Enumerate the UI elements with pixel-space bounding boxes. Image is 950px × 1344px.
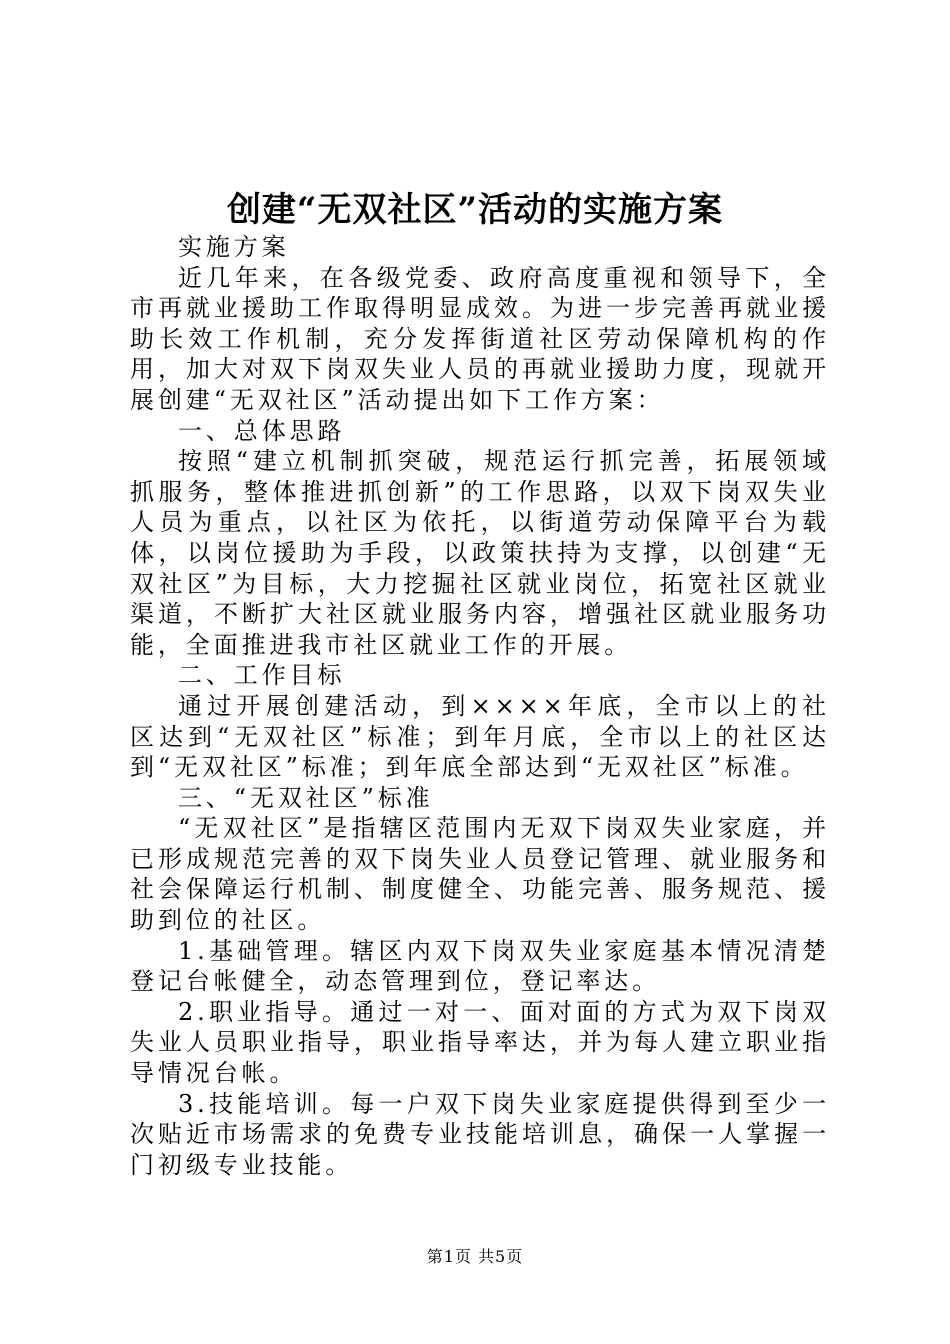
document-title: 创建“无双社区”活动的实施方案 <box>226 190 724 230</box>
section-heading: 一、总体思路 <box>178 416 346 445</box>
list-item: 1.基础管理。辖区内双下岗双失业家庭基本情况清楚登记台帐健全，动态管理到位，登记率达。 <box>130 936 830 996</box>
document-body <box>130 232 830 1180</box>
list-item: 3.技能培训。每一户双下岗失业家庭提供得到至少一次贴近市场需求的免费专业技能培训息，确保一人掌握一门初级专业技能。 <box>130 1089 830 1179</box>
paragraph: 按照“建立机制抓突破，规范运行抓完善，拓展领域抓服务，整体推进抓创新”的工作思路，以双下岗双失业人员为重点，以社区为依托，以街道劳动保障平台为载体，以岗位援助为手段，以政策扶持为支撑，以创建“无双社区”为目标，大力挖掘社区就业岗位，拓宽社区就业渠道，不断扩大社区就业服务内容，增强社区就业服务功能，全面推进我市社区就业工作的开展。 <box>130 447 830 659</box>
paragraph: 近几年来，在各级党委、政府高度重视和领导下，全市再就业援助工作取得明显成效。为进一步完善再就业援助长效工作机制，充分发挥街道社区劳动保障机构的作用，加大对双下岗双失业人员的再就业援助力度，现就开展创建“无双社区”活动提出如下工作方案： <box>130 263 830 414</box>
paragraph: 通过开展创建活动，到××××年底，全市以上的社区达到“无双社区”标准；到年月底，全市以上的社区达到“无双社区”标准；到年底全部达到“无双社区”标准。 <box>130 691 830 782</box>
section-heading: 三、“无双社区”标准 <box>178 783 434 812</box>
paragraph: “无双社区”是指辖区范围内无双下岗双失业家庭，并已形成规范完善的双下岗失业人员登记管理、就业服务和社会保障运行机制、制度健全、功能完善、服务规范、援助到位的社区。 <box>130 814 830 935</box>
list-item: 2.职业指导。通过一对一、面对面的方式为双下岗双失业人员职业指导，职业指导率达，并为每人建立职业指导情况台帐。 <box>130 997 830 1088</box>
page-footer: 第1页 共5页 <box>426 1247 524 1266</box>
paragraph: 实施方案 <box>178 233 290 261</box>
section-heading: 二、工作目标 <box>178 661 346 690</box>
